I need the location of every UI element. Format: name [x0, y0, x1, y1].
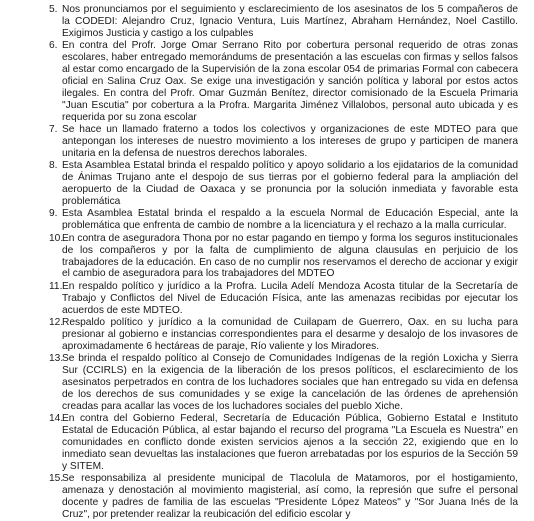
item-text: Respaldo político y jurídico a la comunidad de Cuilapam de Guerrero, Oax. en su lucha para presionar al gobierno e instancias correspondientes para el desarme y desalojo de los invasores de aproximadamente 6 hectáreas de paraje, Río valiente y los Miradores. [62, 317, 518, 352]
item-number: 10. [49, 232, 64, 244]
list-item [0, 160, 524, 208]
item-number: 8. [49, 160, 58, 172]
item-text: Esta Asamblea Estatal brinda el respaldo a la escuela Normal de Educación Especial, ante la problemática que enfrenta de cambio de nombre a la licenciatura y el rechazo a la malla curricular. [62, 208, 518, 232]
list-item [0, 413, 524, 473]
list-item [0, 353, 524, 413]
item-number: 9. [49, 208, 58, 220]
item-text: En respaldo político y jurídico a la Profra. Lucila Adelí Mendoza Acosta titular de la Secretaría de Trabajo y Conflictos del Nivel de Educación Física, ante las amenazas recibidas por ejecutar los acuerdos de este MDTEO. [62, 280, 518, 316]
item-text: Se responsabiliza al presidente municipal de Tlacolula de Matamoros, por el hostigamiento, amenaza y denostación al movimiento magisterial, así como, la represión que sufre el personal docente y padres de familia de las escuelas "Presidente López Mateos" y "Sor Juana Inés de la Cruz", por pretender realizar la reubicación del edificio escolar y [62, 473, 518, 521]
item-text: Se brinda el respaldo político al Consejo de Comunidades Indígenas de la región Loxicha y Sierra Sur (CCIRLS) en la exigencia de la liberación de los presos políticos, el esclarecimiento de los asesinatos perpetrados en contra de los luchadores sociales que han entregado su vida en defensa de los derechos de sus comunidades y se exige la cancelación de las órdenes de aprehensión creadas para acallar las voces de los luchadores sociales del pueblo Xiche. [62, 353, 518, 412]
item-number: 5. [49, 4, 58, 15]
resolutions-list [0, 4, 524, 521]
item-text: Esta Asamblea Estatal brinda el respaldo político y apoyo solidario a los ejidatarios de la comunidad de Ánimas Trujano ante el despojo de sus tierras por el gobierno federal para la ampliación del aeropuerto de la Ciudad de Oaxaca y se pronuncia por la solución inmediata y favorable esta problemática [62, 160, 518, 207]
item-number: 15. [49, 473, 64, 485]
list-item [0, 40, 524, 123]
list-item [0, 233, 524, 281]
item-text: En contra del Gobierno Federal, Secretaría de Educación Pública, Gobierno Estatal e Instituto Estatal de Educación Pública, al estar bajando el recurso del programa "La Escuela es Nuestra" en comunidades en conflicto donde existen servicios ajenos a la sección 22, exigiendo que en lo inmediato sean devueltas las instalaciones que fueron arrebatadas por los espurios de la Sección 59 y SITEM. [62, 413, 518, 472]
list-item [0, 124, 524, 160]
list-item [0, 473, 524, 521]
list-item [0, 281, 524, 317]
item-text: En contra de aseguradora Thona por no estar pagando en tiempo y forma los seguros institucionales de los compañeros y por la falta de cumplimiento de alguna clausulas en perjuicio de los trabajadores de la educación. En caso de no cumplir nos reservamos el derecho de accionar y exigir el cambio de aseguradora para los trabajadores del MDTEO [62, 232, 518, 280]
item-number: 6. [49, 40, 58, 52]
item-number: 12. [49, 317, 64, 329]
list-item [0, 208, 524, 232]
item-text: Se hace un llamado fraterno a todos los colectivos y organizaciones de este MDTEO para que antepongan los intereses de nuestro movimiento a los intereses de grupo y participen de manera unitaria en la defensa de nuestros derechos laborales. [62, 124, 518, 159]
item-number: 14. [49, 413, 64, 425]
item-number: 13. [49, 353, 64, 365]
item-text: En contra del Profr. Jorge Omar Serrano Rito por cobertura personal requerido de otras zonas escolares, haber entregado memorándums de presentación a las escuelas con firmas y sellos falsos al estar como encargado de la Supervisión de la zona escolar 054 de primarias Formal con cabecera oficial en Salina Cruz Oax. Se exige una investigación y sanción política y laboral por estos actos ilegales. En contra del Profr. Omar Guzmán Benítez, director comisionado de la Escuela Primaria "Juan Escutia" por cobertura a la Profra. Margarita Jiménez Villalobos, personal auto ubicada y es requerida por su zona escolar [62, 40, 518, 123]
item-number: 11. [49, 280, 63, 292]
list-item [0, 317, 524, 353]
item-text: Nos pronunciamos por el seguimiento y esclarecimiento de los asesinatos de los 5 compañeros de la CODEDI: Alejandro Cruz, Ignacio Ventura, Luis Martínez, Abraham Hernández, Noel Castillo. Exigimos Justicia y castigo a los culpables [62, 4, 518, 39]
list-item [0, 4, 524, 40]
item-number: 7. [49, 124, 58, 136]
